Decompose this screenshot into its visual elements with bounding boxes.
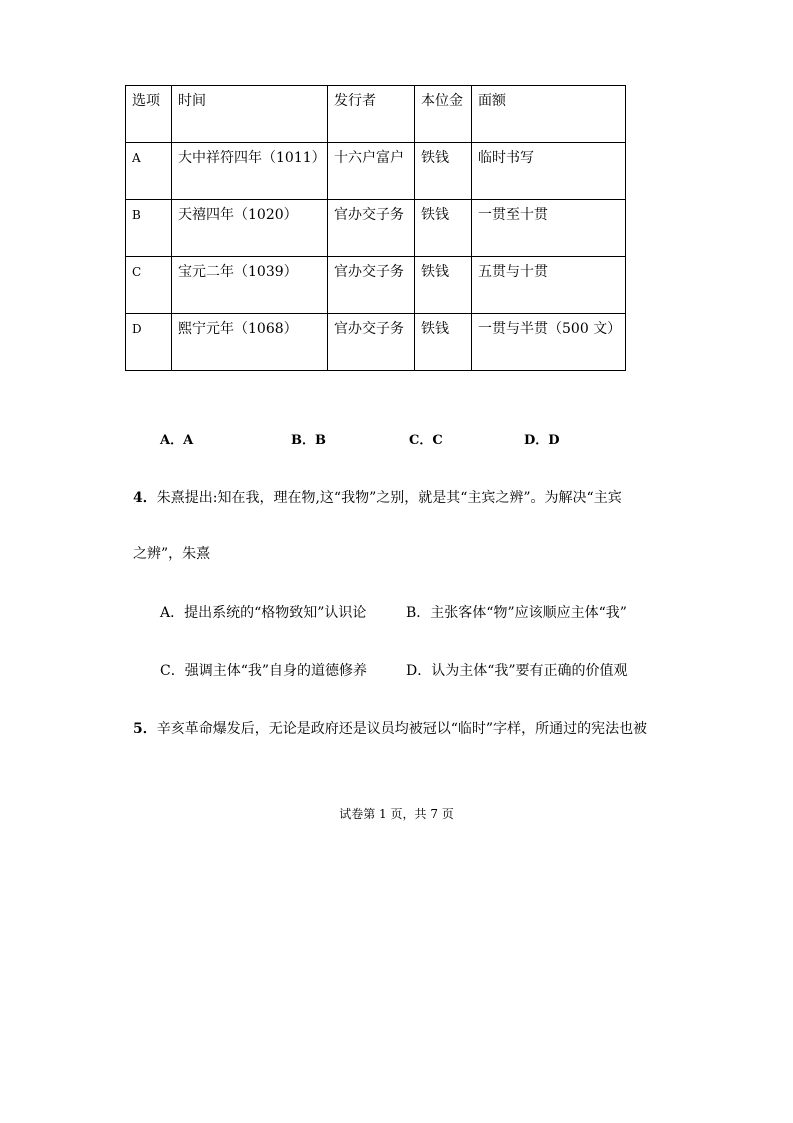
table-row xyxy=(126,143,626,200)
table-cell: 官办交子务 xyxy=(328,257,415,314)
q4-option-a[interactable]: A．提出系统的“格物致知”认识论 xyxy=(160,605,367,621)
table-row xyxy=(126,314,626,371)
currency-table xyxy=(125,85,626,371)
table-header-cell: 选项 xyxy=(126,86,172,143)
q4-stem-line1 xyxy=(133,488,622,508)
q3-option-c[interactable]: C．C xyxy=(409,433,443,448)
table-cell: 临时书写 xyxy=(472,143,626,200)
table-cell: 熙宁元年（1068） xyxy=(172,314,328,371)
table-cell: 十六户富户 xyxy=(328,143,415,200)
table-row xyxy=(126,200,626,257)
table-cell: 铁钱 xyxy=(415,143,472,200)
q4-option-c[interactable]: C．强调主体“我”自身的道德修养 xyxy=(160,663,368,679)
table-cell: 天禧四年（1020） xyxy=(172,200,328,257)
table-cell: 五贯与十贯 xyxy=(472,257,626,314)
q4-stem-line2: 之辨”，朱熹 xyxy=(133,546,211,562)
table-cell: 一贯与半贯（500 文） xyxy=(472,314,626,371)
q3-option-a[interactable]: A．A xyxy=(160,433,194,448)
q4-option-b[interactable]: B．主张客体“物”应该顺应主体“我” xyxy=(406,605,627,621)
q5-number: 5． xyxy=(133,721,157,737)
table-cell: 一贯至十贯 xyxy=(472,200,626,257)
table-header-row xyxy=(126,86,626,143)
table-cell: 官办交子务 xyxy=(328,200,415,257)
table-header-cell: 本位金 xyxy=(415,86,472,143)
table-cell: 官办交子务 xyxy=(328,314,415,371)
table-cell: 铁钱 xyxy=(415,257,472,314)
table-header-cell: 面额 xyxy=(472,86,626,143)
table-header-cell: 发行者 xyxy=(328,86,415,143)
table-cell: 铁钱 xyxy=(415,314,472,371)
q4-option-d[interactable]: D．认为主体“我”要有正确的价值观 xyxy=(406,663,628,679)
table-cell: C xyxy=(126,257,172,314)
q5-stem-text: 辛亥革命爆发后，无论是政府还是议员均被冠以“临时”字样，所通过的宪法也被 xyxy=(156,721,648,737)
table-cell: 铁钱 xyxy=(415,200,472,257)
table-cell: B xyxy=(126,200,172,257)
page-footer: 试卷第 1 页，共 7 页 xyxy=(339,807,454,821)
table-row xyxy=(126,257,626,314)
q3-option-d[interactable]: D．D xyxy=(524,433,560,448)
table-cell: 大中祥符四年（1011） xyxy=(172,143,328,200)
table-cell: A xyxy=(126,143,172,200)
q3-option-b[interactable]: B．B xyxy=(291,433,326,448)
table-cell: D xyxy=(126,314,172,371)
table-header-cell: 时间 xyxy=(172,86,328,143)
q4-stem-text: 朱熹提出:知在我，理在物,这“我物”之别，就是其“主宾之辨”。为解决“主宾 xyxy=(156,490,622,506)
q4-number: 4． xyxy=(133,490,157,506)
table-cell: 宝元二年（1039） xyxy=(172,257,328,314)
q5-stem-line1 xyxy=(133,719,647,739)
